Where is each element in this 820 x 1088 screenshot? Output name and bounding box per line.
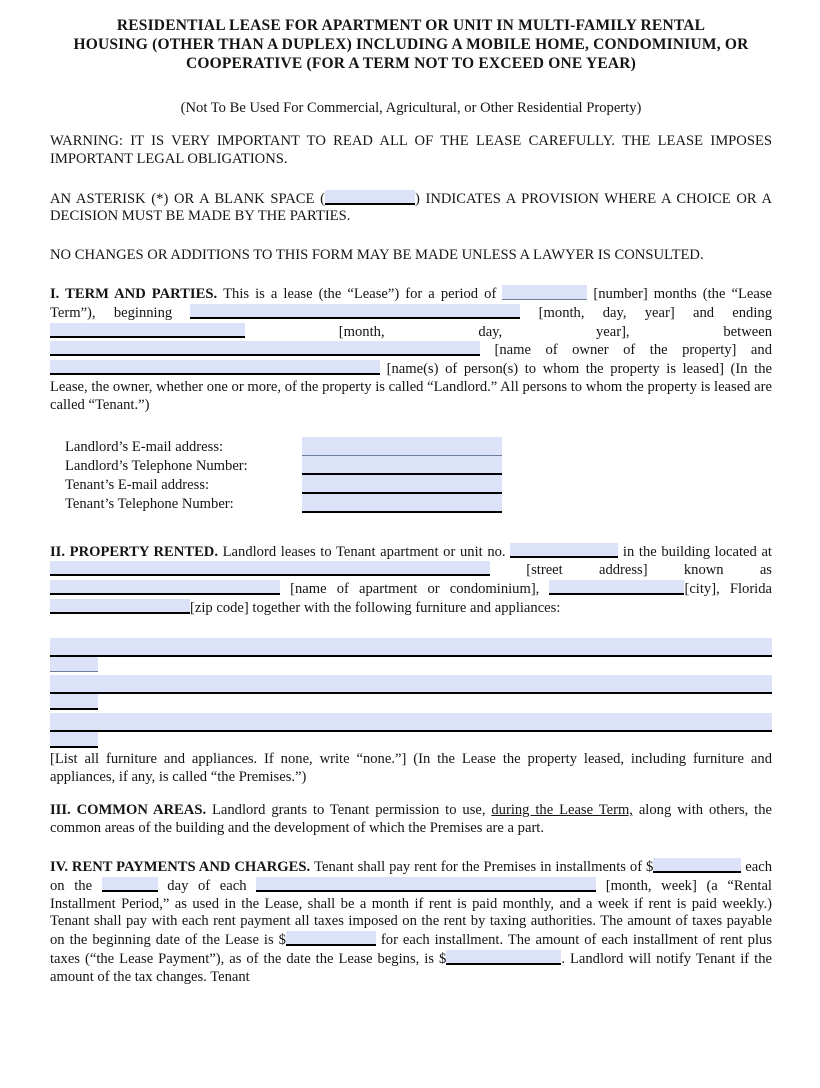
zip-code-field[interactable] xyxy=(50,599,190,614)
text-segment: ) INDICATES A PROVISION WHERE A CHOICE OR A DECISION MUST BE MADE BY THE PARTIES. xyxy=(50,190,773,225)
text-segment: [zip code] together with the following furniture and appliances: xyxy=(190,599,561,616)
text-segment: [name(s) of person(s) to whom the property is leased] (In the Lease, the owner, whether one or more, of the property is called “Landlord.” All persons to whom the property is leased are called “Tenant.”) xyxy=(50,361,772,413)
tenant-phone-label: Tenant’s Telephone Number: xyxy=(65,495,234,512)
rent-due-day-field[interactable] xyxy=(102,877,158,892)
term-and-parties-paragraph xyxy=(50,285,772,415)
tenant-phone-field[interactable] xyxy=(302,494,502,513)
contact-row xyxy=(65,475,772,494)
section-heading-property: II. PROPERTY RENTED. xyxy=(50,543,223,560)
text-segment: [month, day, year], between xyxy=(245,323,772,340)
text-segment: [name of owner of the property] and xyxy=(480,342,772,359)
text-segment: [name of apartment or condominium], xyxy=(280,581,550,598)
text-segment: This is a lease (the “Lease”) for a period of xyxy=(223,285,503,302)
text-segment: [month, week] (a “Rental Installment Period,” as used in the Lease, shall be a month if rent is paid monthly, and a week if rent is paid weekly.) Tenant shall pay with each rent payment all taxes imposed on the rent by taxing authorities. The amount of taxes payable on the beginning date of the Lease is $ xyxy=(50,877,772,949)
lease-term-months-field[interactable] xyxy=(502,285,587,300)
furniture-line-field[interactable] xyxy=(50,675,772,694)
landlord-email-label: Landlord’s E-mail address: xyxy=(65,438,224,455)
furniture-line-field[interactable] xyxy=(50,638,772,657)
underlined-text-segment: during the Lease Term, xyxy=(491,802,633,819)
contact-row xyxy=(65,494,772,513)
furniture-line-field[interactable] xyxy=(50,713,772,732)
city-field[interactable] xyxy=(549,580,684,595)
contact-row xyxy=(65,437,772,456)
text-segment: for each installment. The amount of each installment of rent plus taxes (“the Lease Payment”), as of the date the Lease begins, is $ xyxy=(50,932,773,967)
furniture-appliances-blanks xyxy=(50,638,772,748)
text-segment: Landlord leases to Tenant apartment or unit no. xyxy=(222,543,511,560)
title-line-1: RESIDENTIAL LEASE FOR APARTMENT OR UNIT IN MULTI-FAMILY RENTAL xyxy=(116,17,706,34)
text-segment: [street address] known as xyxy=(490,562,772,579)
common-areas-paragraph xyxy=(50,802,772,838)
tenant-email-label: Tenant’s E-mail address: xyxy=(65,476,210,493)
text-segment: Landlord grants to Tenant permission to use, xyxy=(211,802,492,819)
text-segment: day of each xyxy=(157,877,257,894)
building-name-field[interactable] xyxy=(50,580,280,595)
tenant-names-field[interactable] xyxy=(50,360,380,375)
landlord-phone-label: Landlord’s Telephone Number: xyxy=(65,457,248,474)
owner-name-field[interactable] xyxy=(50,341,480,356)
tax-amount-field[interactable] xyxy=(286,931,376,946)
text-segment: along with others, the common areas of the building and the development of which the Premises are a part. xyxy=(50,802,772,837)
contact-info-block xyxy=(50,437,772,513)
lease-end-date-field[interactable] xyxy=(50,323,245,338)
rental-period-field[interactable] xyxy=(256,877,596,892)
text-segment: AN ASTERISK (*) OR A BLANK SPACE ( xyxy=(50,190,325,207)
document-title xyxy=(50,16,772,73)
furniture-line-wrap-field[interactable] xyxy=(50,732,98,748)
landlord-email-field[interactable] xyxy=(302,437,502,456)
tenant-email-field[interactable] xyxy=(302,475,502,494)
no-changes-paragraph: NO CHANGES OR ADDITIONS TO THIS FORM MAY BE MADE UNLESS A LAWYER IS CONSULTED. xyxy=(50,247,704,264)
rent-amount-field[interactable] xyxy=(653,858,741,873)
text-segment: in the building located at xyxy=(618,543,772,560)
property-rented-paragraph xyxy=(50,543,772,618)
text-segment: . Landlord will notify Tenant if the amount of the tax changes. Tenant xyxy=(50,950,772,985)
title-line-2: HOUSING (OTHER THAN A DUPLEX) INCLUDING A MOBILE HOME, CONDOMINIUM, OR xyxy=(73,36,749,53)
lease-payment-amount-field[interactable] xyxy=(446,950,561,965)
text-segment: [number] months (the “Lease Term”), beginning xyxy=(50,285,772,321)
title-line-3: COOPERATIVE (FOR A TERM NOT TO EXCEED ONE YEAR) xyxy=(185,55,637,72)
section-heading-rent: IV. RENT PAYMENTS AND CHARGES. xyxy=(50,858,315,875)
street-address-field[interactable] xyxy=(50,561,490,576)
furniture-line-wrap-field[interactable] xyxy=(50,694,98,710)
text-segment: Tenant shall pay rent for the Premises in installments of $ xyxy=(314,858,654,875)
unit-number-field[interactable] xyxy=(510,543,618,558)
section-heading-term: I. TERM AND PARTIES. xyxy=(50,285,224,302)
text-segment: each on the xyxy=(50,858,773,894)
text-segment: [month, day, year] and ending xyxy=(520,304,772,321)
landlord-phone-field[interactable] xyxy=(302,456,502,475)
rent-payments-paragraph xyxy=(50,858,772,987)
contact-row xyxy=(65,456,772,475)
warning-paragraph: WARNING: IT IS VERY IMPORTANT TO READ ALL OF THE LEASE CAREFULLY. THE LEASE IMPOSES IMPORTANT LEGAL OBLIGATIONS. xyxy=(50,133,772,167)
asterisk-paragraph xyxy=(50,190,772,227)
text-segment: [city], Florida xyxy=(684,581,773,598)
document-subtitle: (Not To Be Used For Commercial, Agricultural, or Other Residential Property) xyxy=(180,100,642,116)
section-heading-common: III. COMMON AREAS. xyxy=(50,802,212,819)
lease-begin-date-field[interactable] xyxy=(190,304,520,319)
furniture-note-paragraph: [List all furniture and appliances. If none, write “none.”] (In the Lease the property leased, including furniture and appliances, if any, is called “the Premises.”) xyxy=(50,750,772,785)
blank-space-example-field[interactable] xyxy=(325,190,415,205)
furniture-line-wrap-field[interactable] xyxy=(50,657,98,672)
